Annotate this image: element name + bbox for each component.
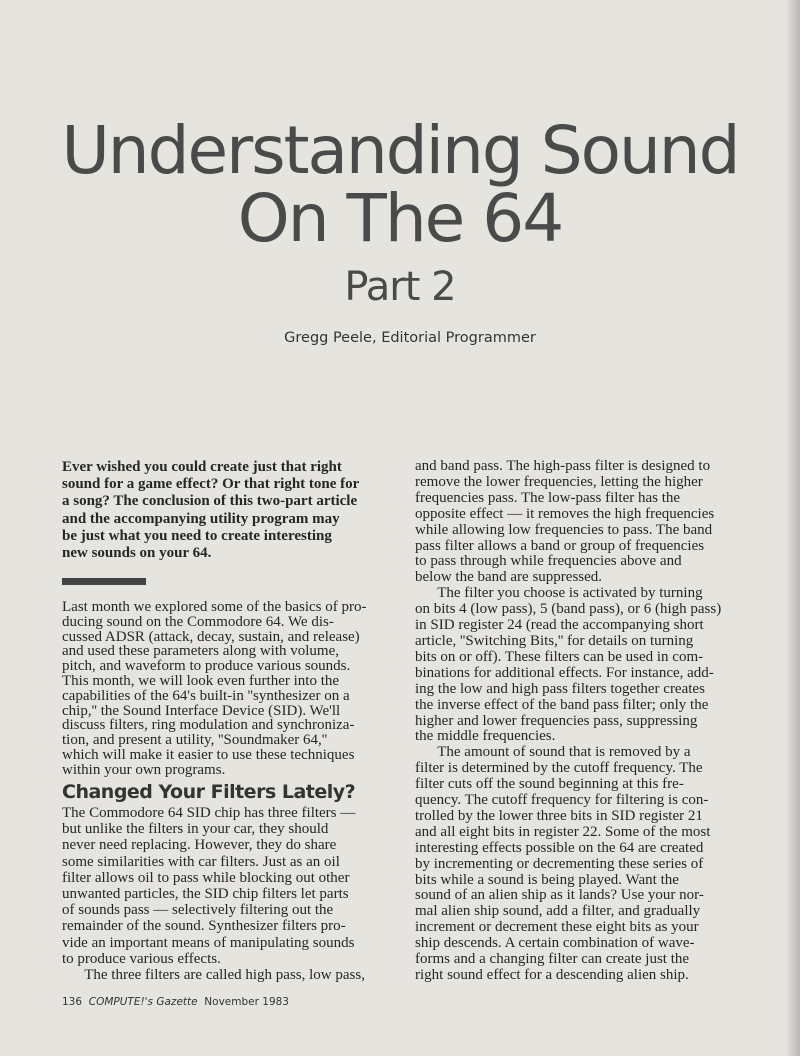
part-subtitle: Part 2 <box>344 264 456 310</box>
right-column-text: and band pass. The high-pass filter is designed to remove the lower frequencies, letting the higher frequencies pass. The low-pass filter has the opposite effect — it removes the high frequencies while allowing low frequencies to pass. The band pass filter allows a band or group of frequencies to pass through while frequencies above and below the band are suppressed. The filter you choose is activated by turning on bits 4 (low pass), 5 (band pass), or 6 (high pass) in SID register 24 (read the accompanying short article, ''Switching Bits,'' for details on turning bits on or off). These filters can be used in com- binations for additional effects. For instance, add- ing the low and high pass filters together creates the inverse effect of the band pass filter; only the higher and lower frequencies pass, suppressing the middle frequencies. The amount of sound that is removed by a filter is determined by the cutoff frequency. The filter cuts off the sound beginning at this fre- quency. The cutoff frequency for filtering is con- trolled by the lower three bits in SID register 21 and all eight bits in register 22. Some of the most interesting effects possible on the 64 are created by incrementing or decrementing these series of bits while a sound is being played. Want the sound of an alien ship as it lands? Use your nor- mal alien ship sound, add a filter, and gradually increment or decrement these eight bits as your ship descends. A certain combination of wave- forms and a changing filter can create just the right sound effect for a descending alien ship. <box>415 458 722 983</box>
page-footer <box>62 996 289 1008</box>
lead-paragraph: Ever wished you could create just that right sound for a game effect? Or that right tone for a song? The conclusion of this two-part article and the accompanying utility program may be just what you need to create interesting new sounds on your 64. <box>62 459 360 562</box>
byline: Gregg Peele, Editorial Programmer <box>284 330 536 346</box>
section-heading: Changed Your Filters Lately? <box>62 781 356 803</box>
title-line-2: On The 64 <box>237 180 563 257</box>
section-divider-bar <box>62 578 146 585</box>
magazine-name: COMPUTE!'s Gazette <box>88 996 198 1008</box>
issue-date: November 1983 <box>204 996 289 1008</box>
page-number: 136 <box>62 996 83 1008</box>
intro-paragraph: Last month we explored some of the basics of pro- ducing sound on the Commodore 64. We dis- cussed ADSR (attack, decay, sustain, and release) and used these parameters along with volume, pitch, and waveform to produce various sounds. This month, we will look even further into the capabilities of the 64's built-in ''synthesizer on a chip,'' the Sound Interface Device (SID). We'll discuss filters, ring modulation and synchroniza- tion, and present a utility, ''Soundmaker 64,'' which will make it easier to use these techniques within your own programs. <box>62 599 367 778</box>
filters-paragraph: The Commodore 64 SID chip has three filters — but unlike the filters in your car, they should never need replacing. However, they do share some similarities with car filters. Just as an oil filter allows oil to pass while blocking out other unwanted particles, the SID chip filters let parts of sounds pass — selectively filtering out the remainder of the sound. Synthesizer filters pro- vide an important means of manipulating sounds to produce various effects. The three filters are called high pass, low pass, <box>62 805 365 984</box>
title-line-1: Understanding Sound <box>61 112 739 189</box>
